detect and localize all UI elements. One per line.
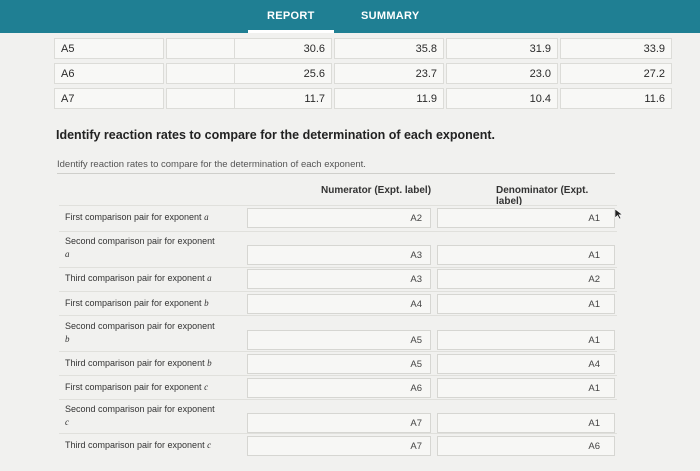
question-prompt: Identify reaction rates to compare for the determination of each exponent. bbox=[57, 159, 366, 170]
data-table bbox=[54, 38, 665, 113]
active-tab-indicator bbox=[248, 30, 334, 33]
comparison-label: Second comparison pair for exponent a bbox=[65, 236, 215, 259]
row-label: A5 bbox=[54, 38, 164, 59]
numerator-input[interactable]: A5 bbox=[247, 354, 431, 374]
section-heading: Identify reaction rates to compare for the determination of each exponent. bbox=[56, 128, 495, 142]
denominator-input[interactable]: A1 bbox=[437, 245, 615, 265]
comparison-label: First comparison pair for exponent c bbox=[65, 382, 209, 392]
value-cell: 25.6 bbox=[234, 63, 332, 84]
denominator-input[interactable]: A1 bbox=[437, 378, 615, 398]
denominator-column-header: Denominator (Expt. label) bbox=[496, 185, 589, 207]
numerator-input[interactable]: A4 bbox=[247, 294, 431, 314]
denominator-input[interactable]: A1 bbox=[437, 330, 615, 350]
tab-report[interactable]: REPORT bbox=[267, 10, 315, 22]
comparison-label: First comparison pair for exponent b bbox=[65, 298, 209, 308]
comparison-row bbox=[59, 351, 617, 376]
value-cell: 35.8 bbox=[334, 38, 444, 59]
value-cell: 10.4 bbox=[446, 88, 558, 109]
table-row bbox=[54, 38, 665, 63]
numerator-input[interactable]: A5 bbox=[247, 330, 431, 350]
numerator-input[interactable]: A7 bbox=[247, 413, 431, 433]
comparison-row bbox=[59, 291, 617, 316]
value-cell: 23.7 bbox=[334, 63, 444, 84]
denominator-input[interactable]: A4 bbox=[437, 354, 615, 374]
numerator-input[interactable]: A3 bbox=[247, 245, 431, 265]
comparison-label: Third comparison pair for exponent a bbox=[65, 273, 212, 283]
value-cell: 11.9 bbox=[334, 88, 444, 109]
denominator-input[interactable]: A2 bbox=[437, 269, 615, 289]
denominator-input[interactable]: A1 bbox=[437, 413, 615, 433]
value-cell: 33.9 bbox=[560, 38, 672, 59]
table-row bbox=[54, 63, 665, 88]
mouse-cursor-icon bbox=[614, 208, 624, 220]
comparison-label: Third comparison pair for exponent c bbox=[65, 440, 212, 450]
comparison-row bbox=[59, 375, 617, 400]
value-cell: 30.6 bbox=[234, 38, 332, 59]
value-cell: 11.6 bbox=[560, 88, 672, 109]
comparison-row bbox=[59, 205, 617, 230]
denominator-input[interactable]: A1 bbox=[437, 208, 615, 228]
numerator-input[interactable]: A7 bbox=[247, 436, 431, 456]
table-row bbox=[54, 88, 665, 113]
comparison-label: Third comparison pair for exponent b bbox=[65, 358, 212, 368]
row-label: A7 bbox=[54, 88, 164, 109]
row-label: A6 bbox=[54, 63, 164, 84]
divider bbox=[57, 173, 615, 174]
comparison-row bbox=[59, 433, 617, 458]
numerator-column-header: Numerator (Expt. label) bbox=[321, 185, 432, 196]
top-nav-bar bbox=[0, 0, 700, 33]
value-cell: 11.7 bbox=[234, 88, 332, 109]
comparison-row bbox=[59, 315, 617, 354]
value-cell: 23.0 bbox=[446, 63, 558, 84]
numerator-input[interactable]: A6 bbox=[247, 378, 431, 398]
denominator-input[interactable]: A1 bbox=[437, 294, 615, 314]
numerator-input[interactable]: A2 bbox=[247, 208, 431, 228]
comparison-label: First comparison pair for exponent a bbox=[65, 212, 209, 222]
value-cell: 27.2 bbox=[560, 63, 672, 84]
tab-summary[interactable]: SUMMARY bbox=[361, 10, 420, 22]
comparison-row bbox=[59, 231, 617, 268]
numerator-input[interactable]: A3 bbox=[247, 269, 431, 289]
comparison-label: Second comparison pair for exponent c bbox=[65, 404, 215, 427]
comparison-row bbox=[59, 267, 617, 292]
value-cell: 31.9 bbox=[446, 38, 558, 59]
comparison-label: Second comparison pair for exponent b bbox=[65, 321, 215, 344]
denominator-input[interactable]: A6 bbox=[437, 436, 615, 456]
